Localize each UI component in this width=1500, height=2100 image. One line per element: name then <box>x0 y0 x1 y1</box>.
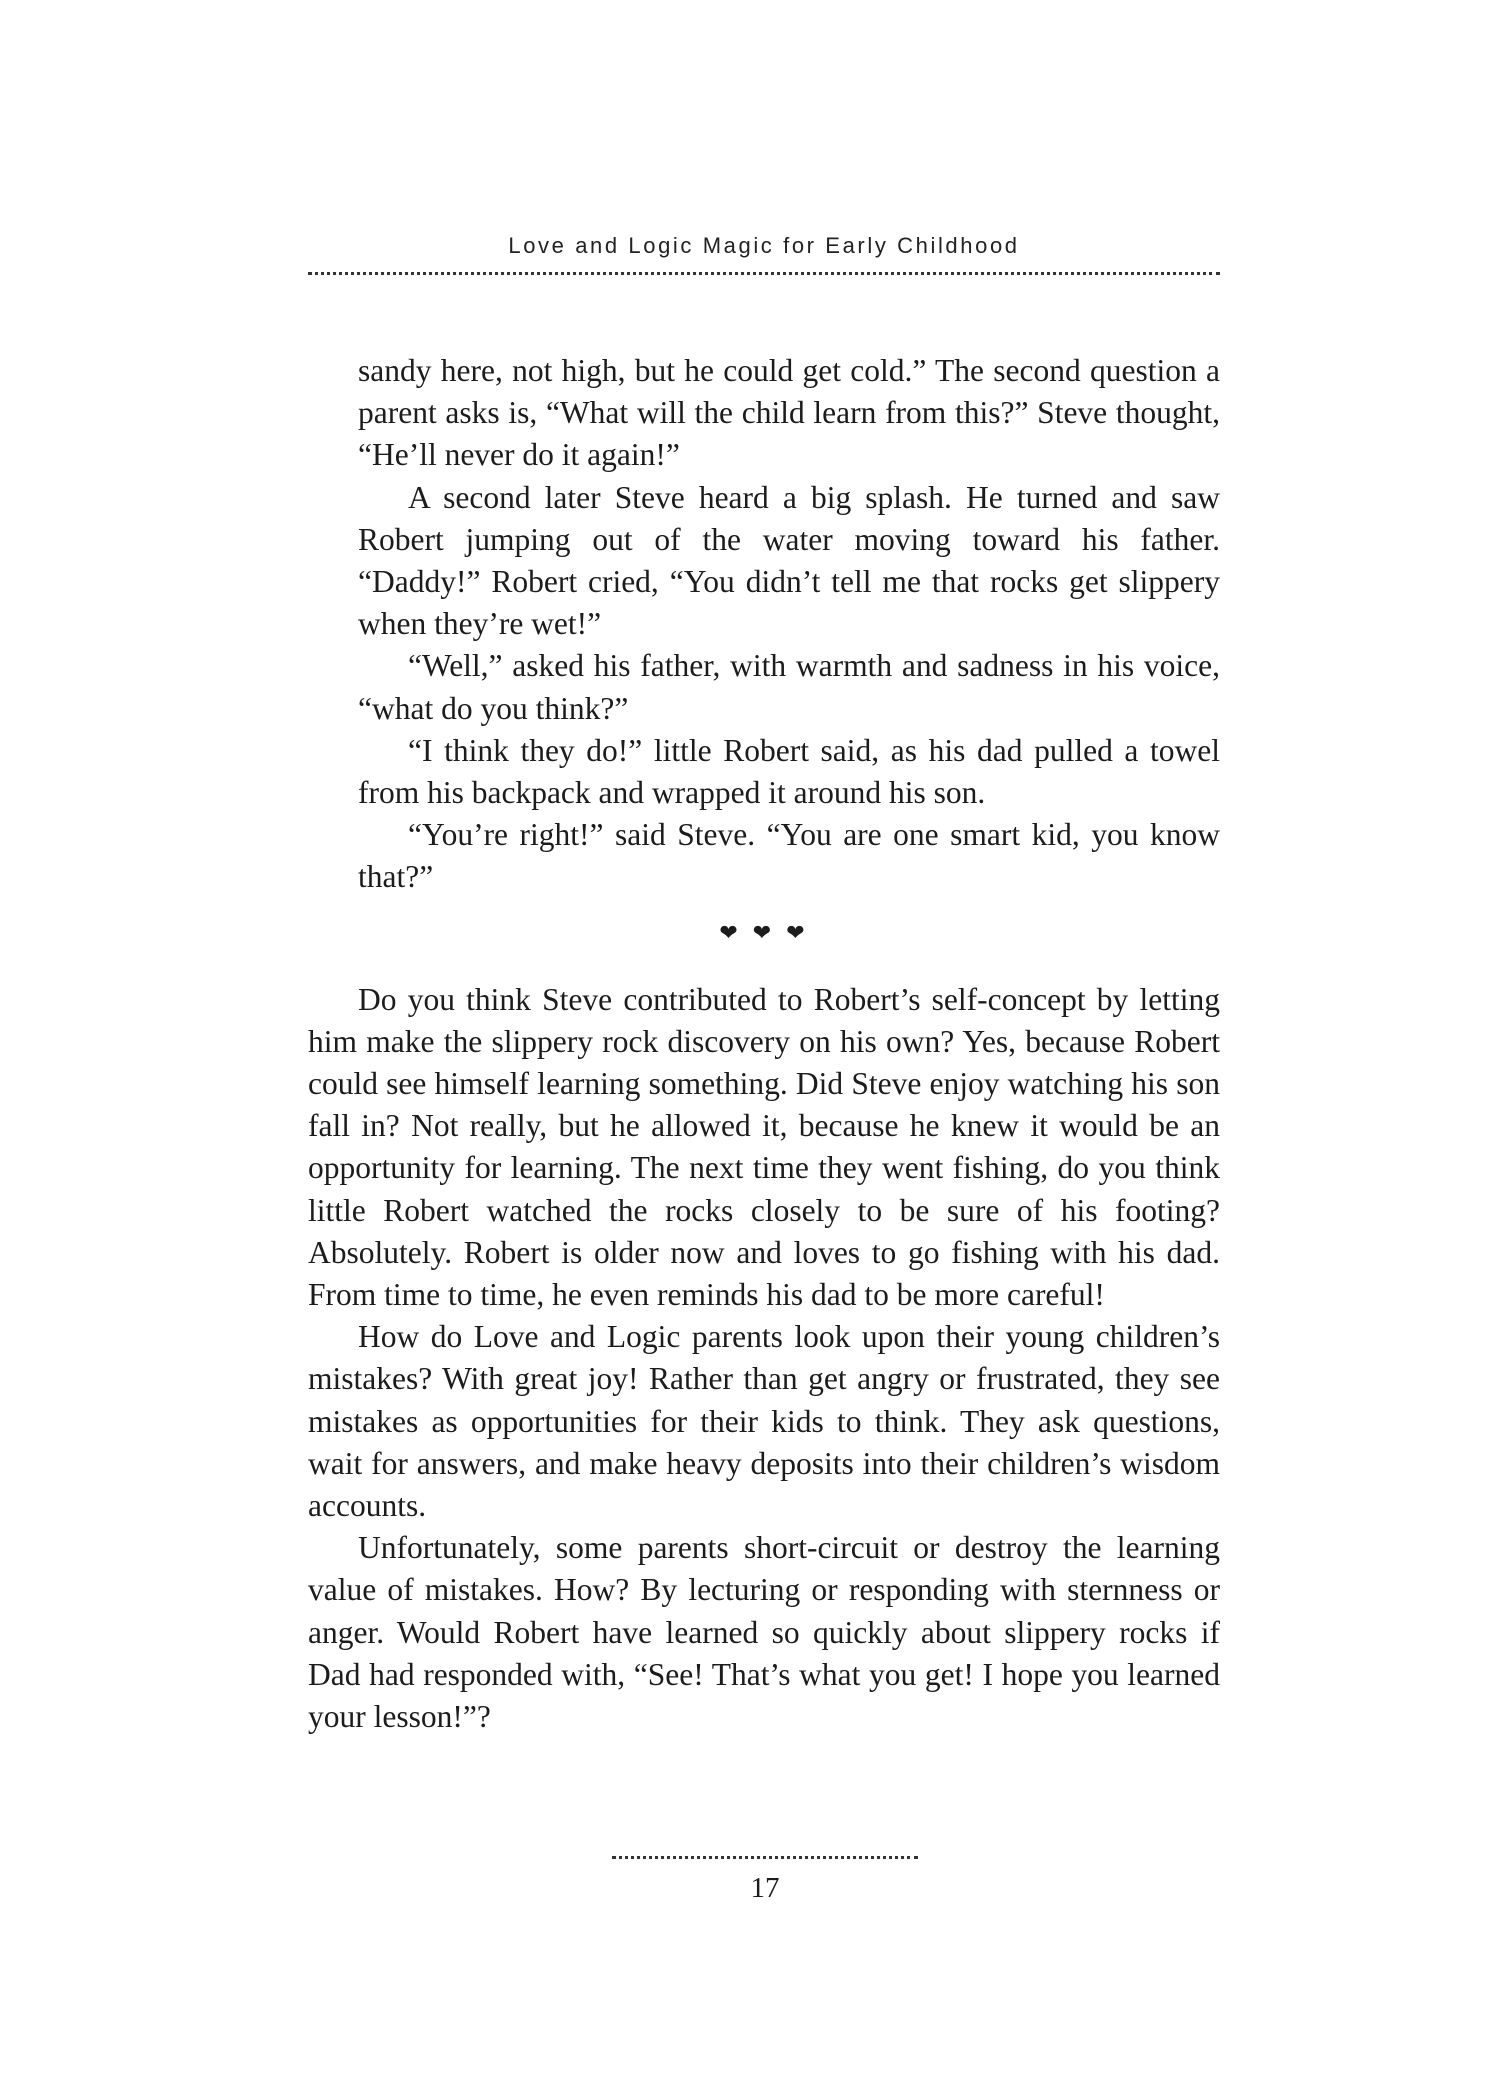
running-header: Love and Logic Magic for Early Childhood <box>508 233 1020 258</box>
footer-divider <box>612 1856 918 1859</box>
page-body <box>308 350 1220 1738</box>
heart-ornament-icon: ❤ ❤ ❤ <box>719 920 809 946</box>
story-paragraph: sandy here, not high, but he could get cold.” The second question a parent asks is, “What will the child learn from this?” Steve thought, “He’ll never do it again!” <box>358 353 1220 473</box>
story-excerpt <box>308 350 1220 899</box>
header-divider <box>308 272 1220 275</box>
body-paragraph: Unfortunately, some parents short-circuit or destroy the learning value of mistakes. How? By lecturing or responding with sternness or anger. Would Robert have learned so quickly about slippery rocks if Dad had responded with, “See! That’s what you get! I hope you learned your lesson!”? <box>308 1530 1220 1735</box>
body-paragraph: How do Love and Logic parents look upon their young children’s mistakes? With great joy! Rather than get angry or frustrated, they see mistakes as opportunities for their kids to think. They ask questions, wait for answers, and make heavy deposits into their children’s wisdom accounts. <box>308 1319 1220 1524</box>
story-paragraph: “You’re right!” said Steve. “You are one smart kid, you know that?” <box>358 817 1220 895</box>
body-paragraph: Do you think Steve contributed to Robert’s self-concept by letting him make the slippery rock discovery on his own? Yes, because Robert could see himself learning something. Did Steve enjoy watching his son fall in? Not really, but he allowed it, because he knew it would be an opportunity for learning. The next time they went fishing, do you think little Robert watched the rocks closely to be sure of his footing? Absolutely. Robert is older now and loves to go fishing with his dad. From time to time, he even reminds his dad to be more careful! <box>308 981 1220 1313</box>
story-paragraph: “I think they do!” little Robert said, as his dad pulled a towel from his backpack and wrapped it around his son. <box>358 732 1220 811</box>
page-number: 17 <box>750 1872 780 1904</box>
story-paragraph: A second later Steve heard a big splash. He turned and saw Robert jumping out of the water moving toward his father. “Daddy!” Robert cried, “You didn’t tell me that rocks get slippery when they’re wet!” <box>358 479 1220 642</box>
story-paragraph: “Well,” asked his father, with warmth and sadness in his voice, “what do you think?” <box>358 648 1220 726</box>
main-text <box>308 979 1220 1739</box>
